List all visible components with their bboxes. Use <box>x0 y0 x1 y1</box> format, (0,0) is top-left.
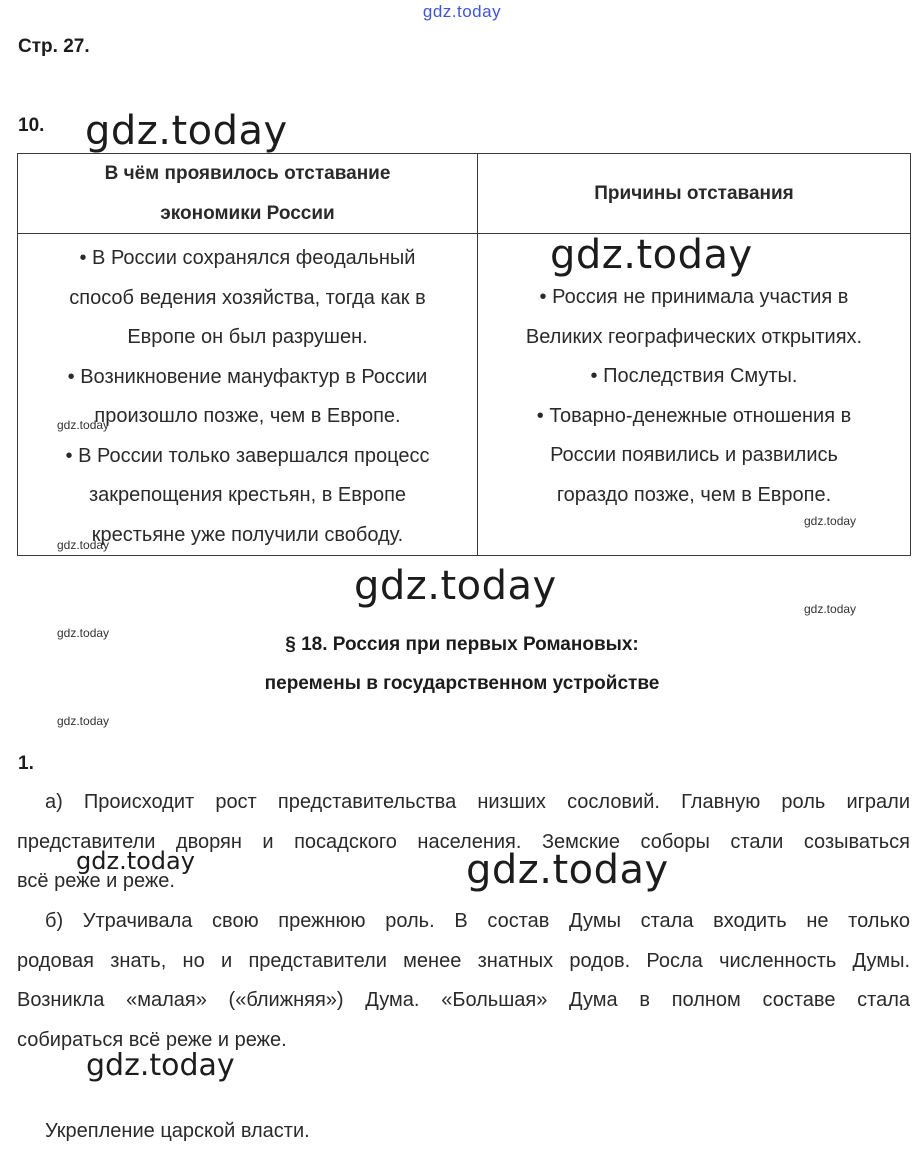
final-answer: Укрепление царской власти. <box>45 1120 310 1142</box>
watermark-large: gdz.today <box>466 847 669 893</box>
answer-a <box>17 783 910 902</box>
section-title-line-2: перемены в государственном устройстве <box>264 673 660 694</box>
watermark-medium: gdz.today <box>86 1048 235 1083</box>
header-line: Причины отставания <box>594 182 794 204</box>
answer-a-line: а) Происходит рост представительства низших сословий. Главную роль играли <box>45 791 910 813</box>
cell-line: • В России сохранялся феодальный <box>79 247 416 269</box>
watermark-medium: gdz.today <box>76 847 195 875</box>
cell-line: гораздо позже, чем в Европе. <box>556 483 832 506</box>
answer-a-line: всё реже и реже. <box>17 870 175 892</box>
page-label: Стр. 27. <box>18 36 90 57</box>
table-header-cell <box>18 154 478 234</box>
watermark-small: gdz.today <box>804 514 857 528</box>
cell-line: закрепощения крестьян, в Европе <box>88 484 407 506</box>
cell-line: • Россия не принимала участия в <box>539 286 849 308</box>
cell-line: • В России только завершался процесс <box>65 444 430 467</box>
cell-line: • Возникновение мануфактур в России <box>67 365 428 388</box>
table-header-row <box>18 154 911 234</box>
answer-b-line: Возникла «малая» («ближняя») Дума. «Большая» Дума в полном составе стала <box>17 989 910 1011</box>
table-row <box>18 234 911 556</box>
watermark-top: gdz.today <box>422 2 502 21</box>
table-cell-manifestations <box>18 234 478 556</box>
cell-line: • Последствия Смуты. <box>590 365 798 387</box>
table-header-cell <box>478 154 911 234</box>
task-1-number: 1. <box>18 753 34 774</box>
watermark-large: gdz.today <box>354 563 557 609</box>
watermark-small: gdz.today <box>57 714 110 728</box>
answer-b-line: собираться всё реже и реже. <box>17 1028 287 1051</box>
answer-b-line: родовая знать, но и представители менее знатных родов. Росла численность Думы. <box>17 949 910 972</box>
cell-line: России появились и развились <box>550 444 838 466</box>
cell-line: • Товарно-денежные отношения в <box>536 404 852 427</box>
watermark-small: gdz.today <box>57 538 110 552</box>
task-10-number: 10. <box>18 115 45 136</box>
cell-line: крестьяне уже получили свободу. <box>91 523 404 546</box>
cell-line: Великих географических открытиях. <box>525 325 863 348</box>
watermark-large: gdz.today <box>85 108 288 154</box>
cell-line: способ ведения хозяйства, тогда как в <box>69 286 426 309</box>
header-line: В чём проявилось отставание <box>104 163 391 184</box>
cell-line: Европе он был разрушен. <box>127 326 368 348</box>
header-line: экономики России <box>160 202 335 224</box>
cell-line: произошло позже, чем в Европе. <box>94 405 401 427</box>
comparison-table <box>17 153 911 556</box>
watermark-small: gdz.today <box>57 626 110 640</box>
answer-b-line: б) Утрачивала свою прежнюю роль. В состав Думы стала входить не только <box>45 910 910 932</box>
watermark-large: gdz.today <box>550 232 753 278</box>
table-cell-reasons <box>478 234 911 556</box>
watermark-small: gdz.today <box>57 418 110 432</box>
answer-a-line: представители дворян и посадского населения. Земские соборы стали созываться <box>17 830 910 853</box>
watermark-small: gdz.today <box>804 602 857 616</box>
section-title-line-1: § 18. Россия при первых Романовых: <box>285 634 639 655</box>
answer-b <box>17 902 910 1060</box>
